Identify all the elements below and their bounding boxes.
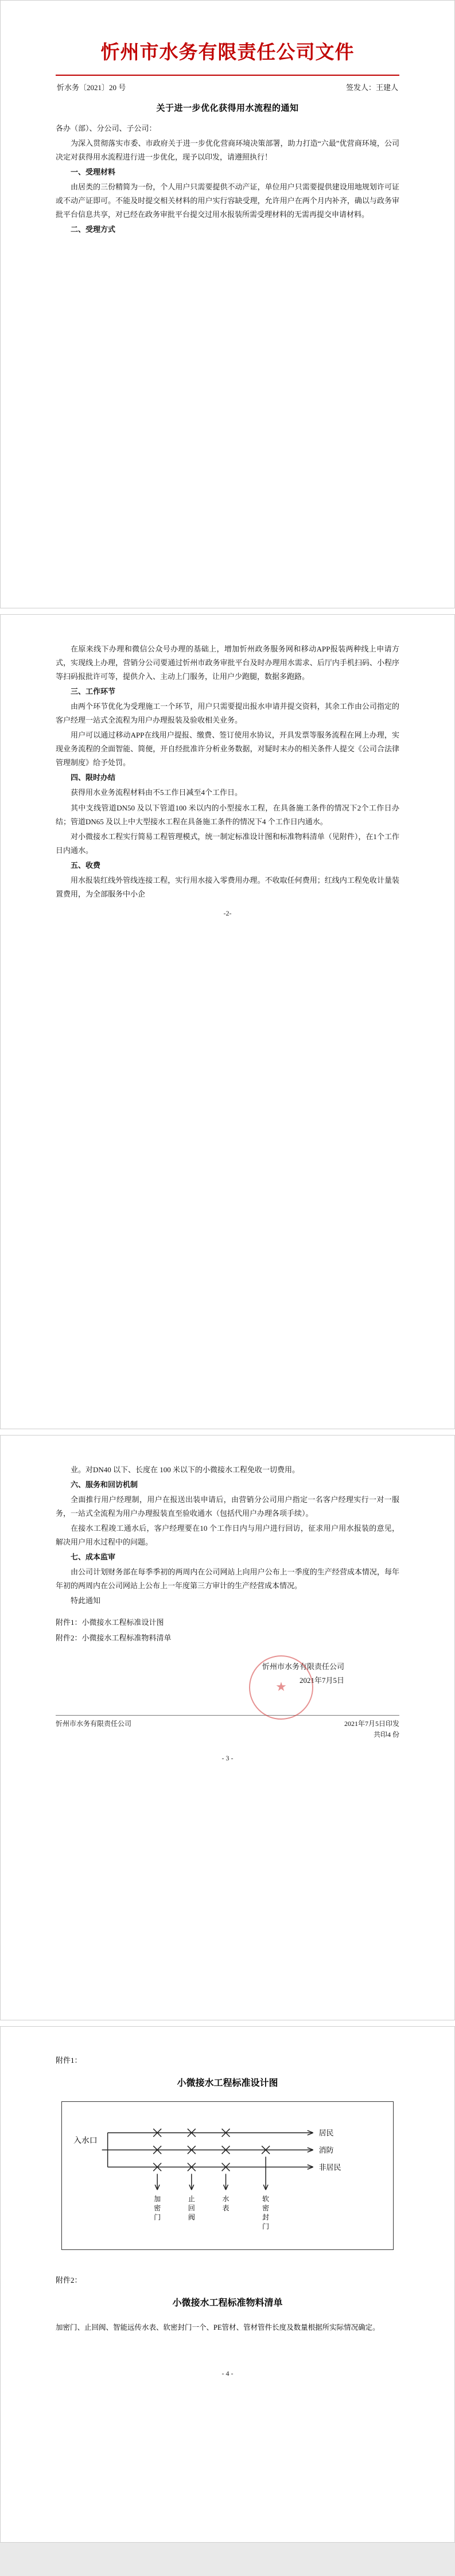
svg-text:阀: 阀 [188, 2213, 195, 2221]
document-title: 忻州市水务有限责任公司文件 [100, 42, 355, 63]
attachment-list-item-2: 附件2：小微接水工程标准物料清单 [56, 1633, 172, 1642]
diagram-bottom-label-2: 止 [188, 2195, 195, 2203]
diagram-label-fire: 消防 [318, 2146, 334, 2155]
page-number-2: -2- [223, 909, 232, 917]
diagram-inlet-label: 入水口 [73, 2136, 98, 2146]
section-4-paragraph-3: 对小微接水工程实行简易工程管理模式，统一制定标准设计图和标准物料清单（见附件），在1个工作日内通水。 [56, 832, 399, 855]
signature-date: 2021年7月5日 [299, 1676, 344, 1685]
section-6-paragraph-1: 全面推行用户经理制，用户在报送出装申请后，由营销分公司用户指定一名客户经理实行一对一服务，一站式全流程为用户办理报装直至验收通水（包括代用户办理各项手续）。 [56, 1495, 399, 1518]
page3-lead-paragraph: 业。对DN40 以下、长度在 100 米以下的小微接水工程免收一切费用。 [71, 1465, 300, 1474]
document-body-continued [56, 642, 399, 901]
issue-date: 2021年7月5日印发 [344, 1719, 399, 1728]
section-4-paragraph-1: 获得用水业务流程材料由不5工作日减至4个工作日。 [71, 788, 243, 797]
standard-design-diagram [61, 2101, 394, 2250]
section-3-paragraph-1: 由两个环节优化为受理施工一个环节，用户只需要提出报水申请并提交资料，其余工作由公司指定的客户经理一站式全流程为用户办理报装及验收相关业务。 [56, 702, 399, 725]
attachment-2-notes [56, 2321, 399, 2335]
section-heading-1: 一、受理材料 [71, 168, 116, 177]
section-heading-4: 四、限时办结 [71, 773, 116, 782]
signature-organization: 忻州市水务有限责任公司 [262, 1662, 344, 1671]
issuer-row [56, 1715, 399, 1728]
document-page-1 [0, 0, 455, 608]
page-number-4: - 4 - [221, 2369, 234, 2377]
svg-text:密: 密 [154, 2204, 161, 2213]
diagram-bottom-label-3: 水 [222, 2195, 230, 2203]
title-divider [56, 75, 399, 76]
section-heading-2: 二、受理方式 [71, 225, 116, 234]
closing-line: 特此通知 [71, 1596, 101, 1605]
document-subject: 关于进一步优化获得用水流程的通知 [156, 103, 299, 113]
section-7-paragraph-1: 由公司计划财务部在每季季初的两周内在公司网站上向用户公布上一季度的生产经营成本情况，每年年初的两周内在公司网站上公布上一年度第三方审计的生产经营成本情况。 [56, 1568, 399, 1590]
attachment-1-label: 附件1： [56, 2056, 82, 2065]
svg-text:门: 门 [154, 2213, 161, 2221]
section-2-paragraph-1: 在原来线下办理和微信公众号办理的基础上，增加忻州政务服务网和移动APP报装两种线上申请方式，实现线上办理，营销分公司要通过忻州市政务审批平台及时办理用水需求、后厅内手机扫码、小程序等扫码报批许可等，提供介入、主动上门服务，让用户少跑腿，数据多跑路。 [56, 645, 399, 681]
attachment-list-item-1: 附件1：小微接水工程标准设计图 [56, 1618, 164, 1627]
diagram-label-residential: 居民 [318, 2128, 334, 2137]
doc-number: 忻水务〔2021〕20 号 [57, 83, 126, 92]
document-body [56, 122, 399, 236]
section-3-paragraph-2: 用户可以通过移动APP在线用户提报、缴费、签订使用水协议，开具发票等服务流程在网上办理，实现业务流程的全面智能、简便，开自经批准许分析业务数据，对疑时末办的相关条件人提交《公司合法律管理制度》给予处罚。 [56, 731, 399, 767]
signer: 签发人：王建人 [345, 83, 398, 92]
section-5-paragraph-1: 用水报装红线外管线连接工程，实行用水接入零费用办理。不收取任何费用；红线内工程免收计量装置费用，为全部服务中小企 [56, 875, 399, 898]
section-heading-3: 三、工作环节 [71, 687, 116, 696]
document-meta [57, 82, 398, 92]
document-page-3 [0, 1435, 455, 2020]
signature-block [56, 1660, 399, 1709]
document-page-4 [0, 2026, 455, 2543]
section-6-paragraph-2: 在接水工程竣工通水后，客户经理要在10 个工作日内与用户进行回访，征求用户用水报装的意见，解决用户用水过程中的问题。 [56, 1524, 399, 1547]
attachment-2-label: 附件2： [56, 2275, 82, 2284]
seal-star-icon: ★ [275, 1679, 287, 1694]
diagram-svg [68, 2110, 387, 2241]
section-1-paragraph-1: 由居类的三份精简为一份，个人用户只需要提供不动产证，单位用户只需要提供建设用地规划许可证或不动产证即可。不能及时提交相关材料的用户实行容缺受理，允许用户在两个月内补齐，确以与政务审批平台信息共享，对已经在政务审批平台提交过用水报装所需受理材料的无需再提交申请材料。 [56, 183, 399, 219]
spacer [56, 1609, 399, 1615]
diagram-bottom-label-1: 加 [154, 2195, 161, 2203]
page-number-3: - 3 - [221, 1753, 234, 1762]
svg-text:密: 密 [262, 2204, 270, 2213]
svg-text:回: 回 [188, 2204, 195, 2213]
svg-text:表: 表 [222, 2204, 230, 2213]
svg-text:封: 封 [262, 2213, 270, 2221]
document-page-2 [0, 614, 455, 1429]
intro-paragraph: 为深入贯彻落实市委、市政府关于进一步优化营商环境决策部署，助力打造“六最”优营商环境，公司决定对获得用水流程进行进一步优化，现予以印发，请遵照执行！ [56, 138, 399, 161]
recipient-line: 各办（部）、分公司、子公司： [56, 123, 157, 133]
svg-text:门: 门 [262, 2222, 270, 2230]
section-4-paragraph-2: 其中支线管道DN50 及以下管道100 米以内的小型接水工程，在具备施工条件的情况下2个工作日办结；管道DN65 及以上中大型接水工程在具备施工条件的情况下4 个工作日内通水。 [56, 803, 399, 826]
section-heading-7: 七、成本监审 [71, 1553, 116, 1562]
diagram-bottom-label-4: 软 [262, 2195, 270, 2203]
diagram-label-nonresidential: 非居民 [318, 2163, 341, 2172]
issuer-name: 忻州市水务有限责任公司 [56, 1719, 132, 1728]
attachment-2-note-1: 加密门、止回阀、智能远传水表、软密封门一个、PE管材、管材管件长度及数量根据所实际情况确定。 [56, 2323, 380, 2331]
attachment-2-title: 小微接水工程标准物料清单 [172, 2298, 283, 2308]
section-heading-5: 五、收费 [71, 860, 101, 870]
section-heading-6: 六、服务和回访机制 [71, 1480, 138, 1489]
document-body-page3 [56, 1463, 399, 1645]
copies-count: 共印4 份 [373, 1730, 399, 1739]
attachment-1-title: 小微接水工程标准设计图 [177, 2078, 278, 2088]
